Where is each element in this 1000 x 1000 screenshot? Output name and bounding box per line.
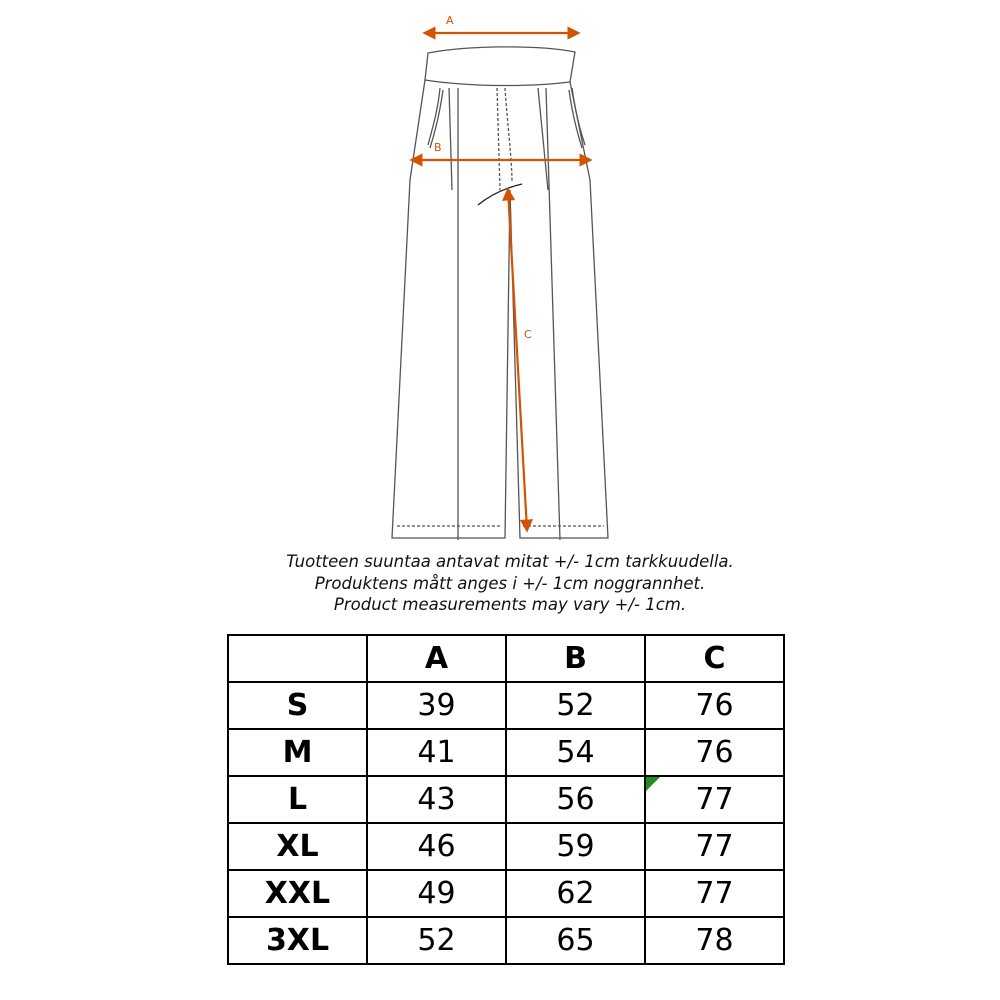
size-cell: 3XL	[228, 917, 367, 964]
measure-c	[508, 190, 532, 530]
value-b: 59	[506, 823, 645, 870]
table-row	[228, 870, 784, 917]
value-b: 62	[506, 870, 645, 917]
value-c: 76	[645, 729, 784, 776]
value-a: 52	[367, 917, 506, 964]
label-b: B	[434, 141, 442, 154]
cell-corner-marker	[646, 777, 660, 791]
size-table	[227, 634, 785, 965]
size-cell: M	[228, 729, 367, 776]
header-a: A	[367, 635, 506, 682]
value-c: 77	[645, 870, 784, 917]
value-b: 54	[506, 729, 645, 776]
measure-a	[425, 14, 578, 33]
value-a: 43	[367, 776, 506, 823]
value-b: 65	[506, 917, 645, 964]
value-c-cell	[645, 776, 784, 823]
value-a: 46	[367, 823, 506, 870]
value-b: 52	[506, 682, 645, 729]
value-c: 78	[645, 917, 784, 964]
value-a: 39	[367, 682, 506, 729]
value-c: 76	[645, 682, 784, 729]
note-sv: Produktens mått anges i +/- 1cm noggrannhet.	[314, 573, 706, 593]
table-row	[228, 917, 784, 964]
table-header-row	[228, 635, 784, 682]
note-fi: Tuotteen suuntaa antavat mitat +/- 1cm tarkkuudella.	[286, 552, 734, 571]
value-c: 77	[695, 782, 734, 817]
header-b: B	[506, 635, 645, 682]
pants-outline	[392, 47, 608, 540]
measurement-notes	[0, 551, 1000, 616]
table-row	[228, 682, 784, 729]
label-c: C	[524, 328, 532, 341]
value-b: 56	[506, 776, 645, 823]
label-a: A	[446, 14, 454, 27]
table-row	[228, 823, 784, 870]
table-row	[228, 729, 784, 776]
value-a: 41	[367, 729, 506, 776]
header-size	[228, 635, 367, 682]
value-c: 77	[645, 823, 784, 870]
value-a: 49	[367, 870, 506, 917]
size-cell: XXL	[228, 870, 367, 917]
note-en: Product measurements may vary +/- 1cm.	[333, 595, 687, 614]
header-c: C	[645, 635, 784, 682]
table-row	[228, 776, 784, 823]
size-cell: XL	[228, 823, 367, 870]
size-cell: L	[228, 776, 367, 823]
measure-b	[412, 141, 590, 160]
size-cell: S	[228, 682, 367, 729]
